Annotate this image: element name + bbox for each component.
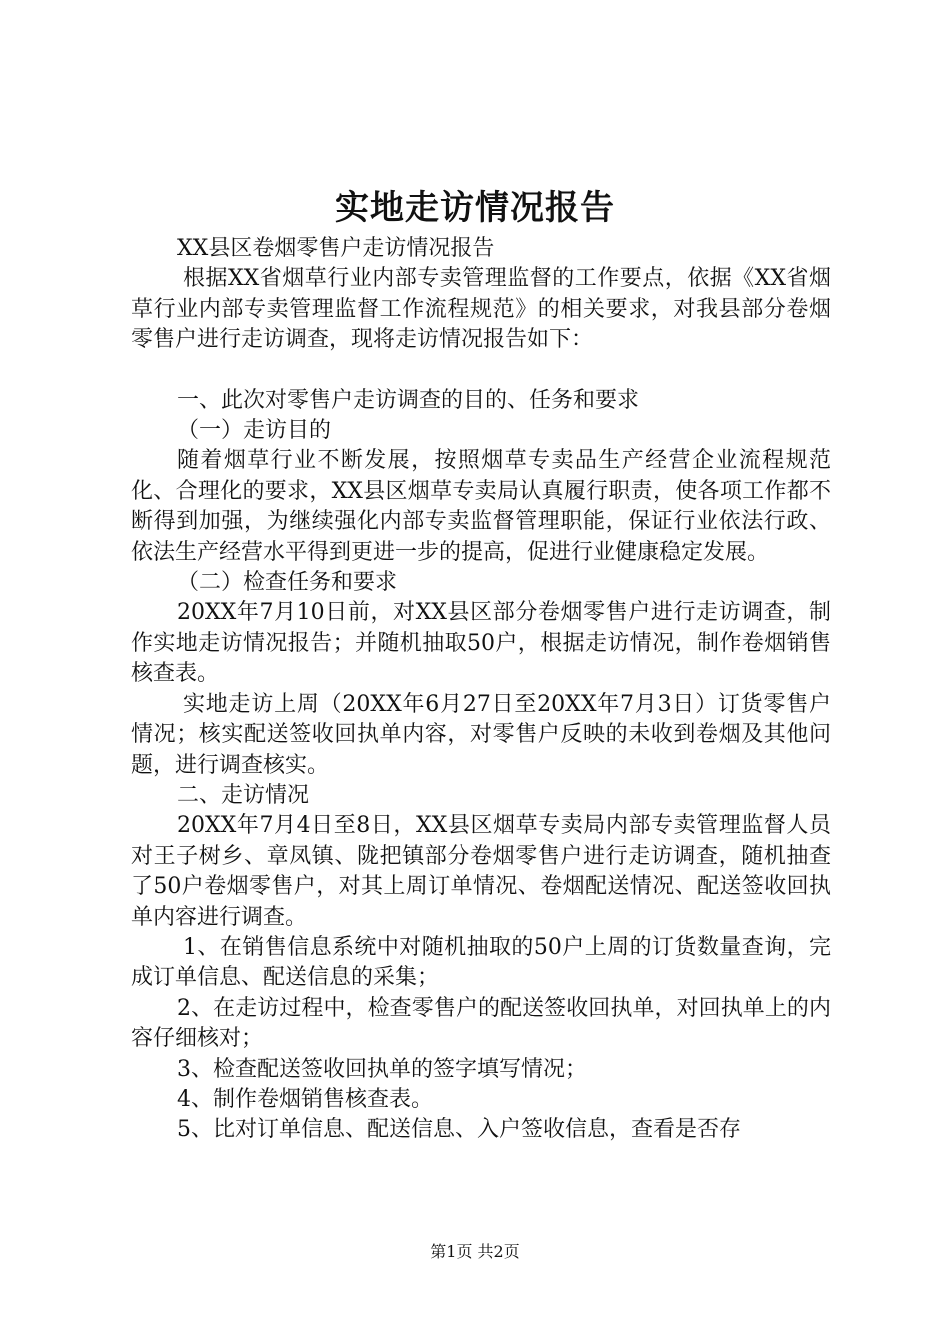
document-title: 实地走访情况报告 [335,188,615,228]
task-paragraph-2: 实地走访上周（20XX年6月27日至20XX年7月3日）订货零售户情况；核实配送签收回执单内容，对零售户反映的未收到卷烟及其他问题，进行调查核实。 [131,691,831,778]
section-heading-2: 二、走访情况 [177,782,310,808]
list-item-5: 5、比对订单信息、配送信息、入户签收信息，查看是否存 [177,1117,741,1143]
subsection-heading-2: （二）检查任务和要求 [177,570,398,596]
task-paragraph-1: 20XX年7月10日前，对XX县区部分卷烟零售户进行走访调查，制作实地走访情况报告；并随机抽取50户，根据走访情况，制作卷烟销售核查表。 [131,600,831,687]
document-body [131,234,831,1146]
list-item-3: 3、检查配送签收回执单的签字填写情况； [177,1056,587,1082]
report-subtitle: XX县区卷烟零售户走访情况报告 [177,236,495,261]
list-item-4: 4、制作卷烟销售核查表。 [177,1086,433,1112]
visit-paragraph: 20XX年7月4日至8日，XX县区烟草专卖局内部专卖管理监督人员对王子树乡、章凤镇、陇把镇部分卷烟零售户进行走访调查，随机抽查了50户卷烟零售户，对其上周订单情况、卷烟配送情况、配送签收回执单内容进行调查。 [131,813,831,930]
intro-paragraph: 根据XX省烟草行业内部专卖管理监督的工作要点，依据《XX省烟草行业内部专卖管理监督工作流程规范》的相关要求，对我县部分卷烟零售户进行走访调查，现将走访情况报告如下： [131,266,831,353]
page-number: 第1页 共2页 [430,1242,520,1261]
section-heading-1: 一、此次对零售户走访调查的目的、任务和要求 [177,387,640,413]
list-item-1: 1、在销售信息系统中对随机抽取的50户上周的订货数量查询，完成订单信息、配送信息的采集； [131,934,831,991]
list-item-2: 2、在走访过程中，检查零售户的配送签收回执单，对回执单上的内容仔细核对； [131,995,831,1052]
purpose-paragraph: 随着烟草行业不断发展，按照烟草专卖品生产经营企业流程规范化、合理化的要求，XX县区烟草专卖局认真履行职责，使各项工作都不断得到加强，为继续强化内部专卖监督管理职能，保证行业依法行政、依法生产经营水平得到更进一步的提高，促进行业健康稳定发展。 [131,448,831,565]
paragraph-gap [131,356,831,386]
subsection-heading-1: （一）走访目的 [177,418,332,444]
